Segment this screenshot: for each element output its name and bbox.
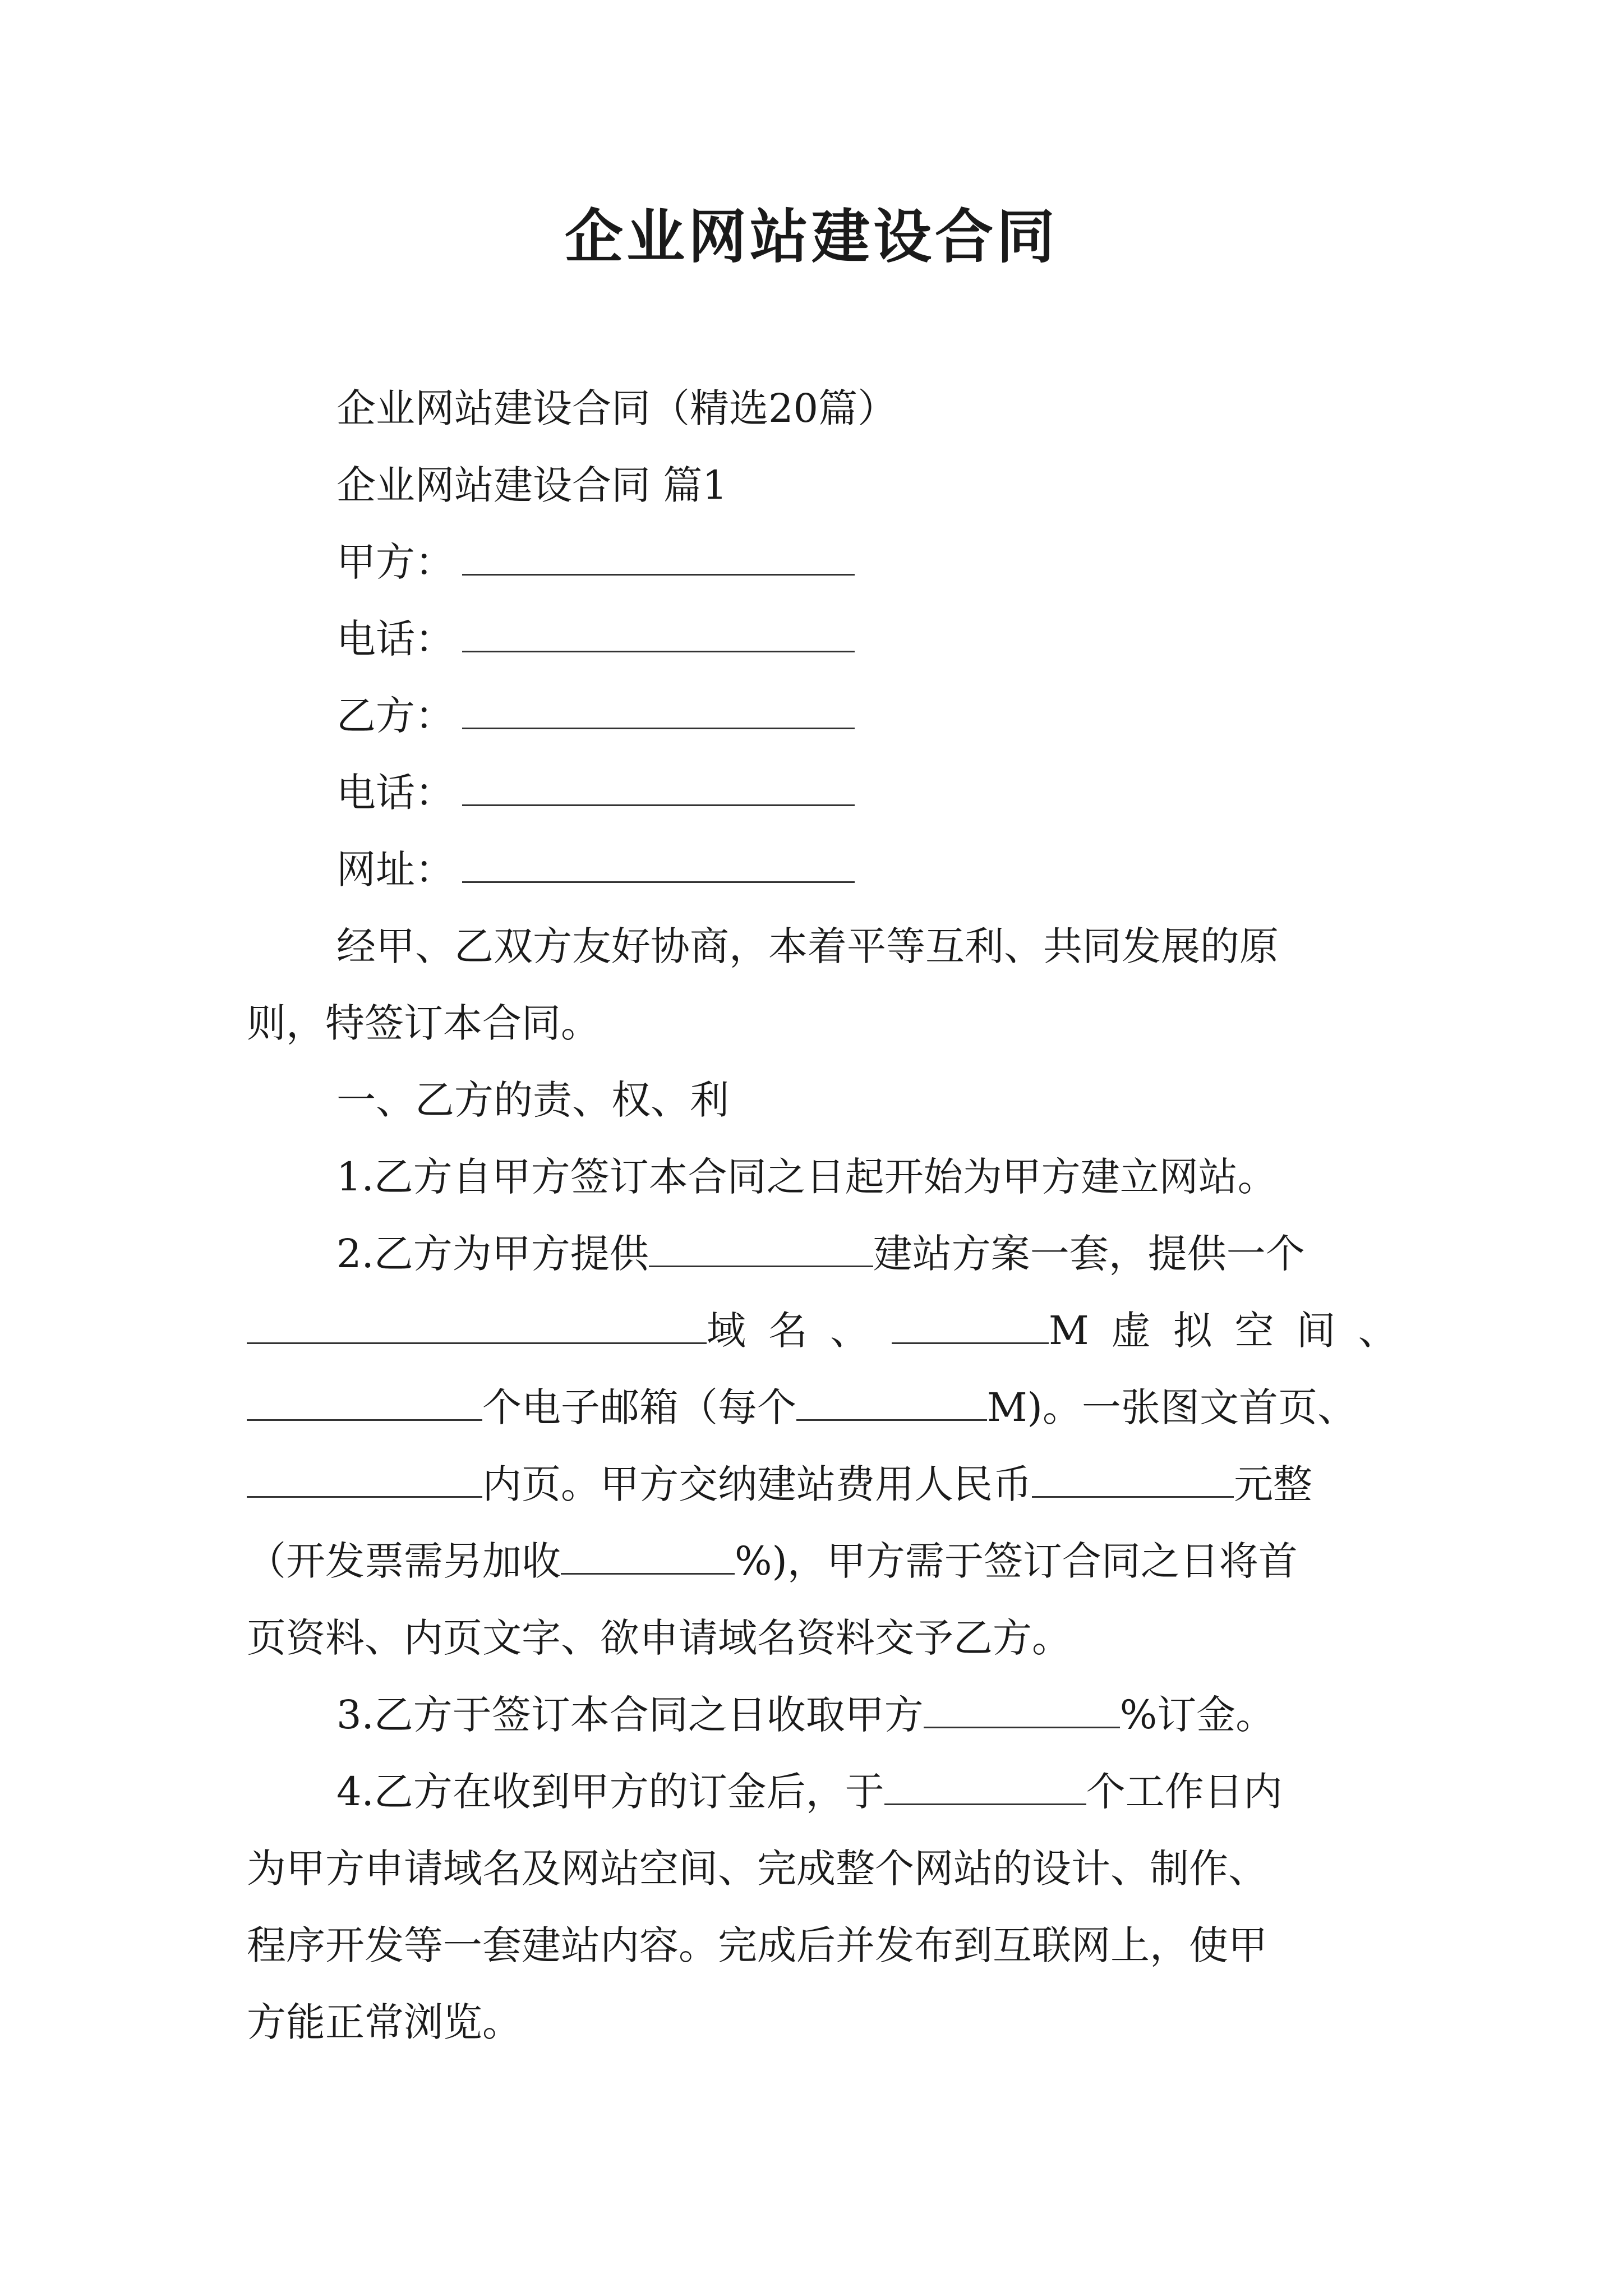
blank-line bbox=[462, 617, 855, 652]
intro-line-1: 经甲、乙双方友好协商，本着平等互利、共同发展的原 bbox=[336, 923, 1279, 969]
text-span: （开发票需另加收 bbox=[247, 1538, 561, 1584]
blank-line bbox=[462, 848, 855, 883]
intro-line-2: 则，特签订本合同。 bbox=[247, 1000, 600, 1046]
blank-line bbox=[561, 1539, 735, 1575]
item-3 bbox=[247, 1677, 1385, 1754]
item-4-line-4: 方能正常浏览。 bbox=[247, 1999, 522, 2045]
item-4-line-3: 程序开发等一套建站内容。完成后并发布到互联网上，使甲 bbox=[247, 1922, 1267, 1968]
blank-line bbox=[892, 1309, 1049, 1344]
item-2-line-5 bbox=[247, 1523, 1385, 1600]
text-span: 内页。甲方交纳建站费用人民币 bbox=[482, 1461, 1032, 1507]
blank-line bbox=[462, 540, 855, 576]
item-2-line-2 bbox=[247, 1292, 1420, 1369]
text-span: 2.乙方为甲方提供 bbox=[336, 1231, 649, 1277]
document-body bbox=[247, 370, 1420, 2061]
text-span: 建站方案一套，提供一个 bbox=[873, 1231, 1305, 1277]
text-span: %订金。 bbox=[1119, 1692, 1275, 1738]
text-span: 3.乙方于签订本合同之日收取甲方 bbox=[336, 1692, 924, 1738]
blank-line bbox=[796, 1386, 987, 1421]
text-span: M)。一张图文首页、 bbox=[987, 1384, 1357, 1430]
text-span: M虚拟空间、 bbox=[1049, 1308, 1420, 1354]
item-2-line-6: 页资料、内页文字、欲申请域名资料交予乙方。 bbox=[247, 1615, 1071, 1661]
item-4-line-2: 为甲方申请域名及网站空间、完成整个网站的设计、制作、 bbox=[247, 1846, 1267, 1892]
field-phone-b bbox=[247, 754, 1385, 831]
field-label: 电话： bbox=[336, 770, 454, 816]
blank-line bbox=[924, 1693, 1120, 1728]
blank-line bbox=[462, 694, 855, 729]
blank-line bbox=[649, 1232, 873, 1267]
field-party-b bbox=[247, 678, 1385, 754]
field-label: 电话： bbox=[336, 616, 454, 662]
item-2-line-1 bbox=[247, 1216, 1385, 1292]
field-label: 网址： bbox=[336, 846, 454, 892]
document-title: 企业网站建设合同 bbox=[564, 202, 1058, 271]
text-span: 域名、 bbox=[707, 1308, 892, 1354]
text-span: 个电子邮箱（每个 bbox=[482, 1384, 796, 1430]
item-2-line-3 bbox=[247, 1369, 1385, 1446]
field-website bbox=[247, 831, 1385, 908]
subtitle: 企业网站建设合同（精选20篇） bbox=[336, 385, 897, 431]
blank-line bbox=[462, 771, 855, 806]
blank-line bbox=[884, 1770, 1086, 1805]
blank-line bbox=[247, 1462, 482, 1498]
item-4-line-1 bbox=[247, 1754, 1385, 1830]
text-span: 元整 bbox=[1234, 1461, 1312, 1507]
text-span: %)，甲方需于签订合同之日将首 bbox=[735, 1538, 1298, 1584]
blank-line bbox=[247, 1309, 707, 1344]
blank-line bbox=[1032, 1462, 1234, 1498]
section-heading: 企业网站建设合同 篇1 bbox=[336, 462, 727, 508]
item-2-line-4 bbox=[247, 1446, 1385, 1523]
clause-heading: 一、乙方的责、权、利 bbox=[336, 1077, 729, 1123]
field-party-a bbox=[247, 524, 1385, 601]
field-phone-a bbox=[247, 601, 1385, 678]
text-span: 4.乙方在收到甲方的订金后，于 bbox=[336, 1769, 884, 1815]
text-span: 个工作日内 bbox=[1086, 1769, 1283, 1815]
blank-line bbox=[247, 1386, 482, 1421]
item-1: 1.乙方自甲方签订本合同之日起开始为甲方建立网站。 bbox=[336, 1154, 1277, 1200]
field-label: 乙方： bbox=[336, 693, 454, 739]
field-label: 甲方： bbox=[336, 539, 454, 585]
